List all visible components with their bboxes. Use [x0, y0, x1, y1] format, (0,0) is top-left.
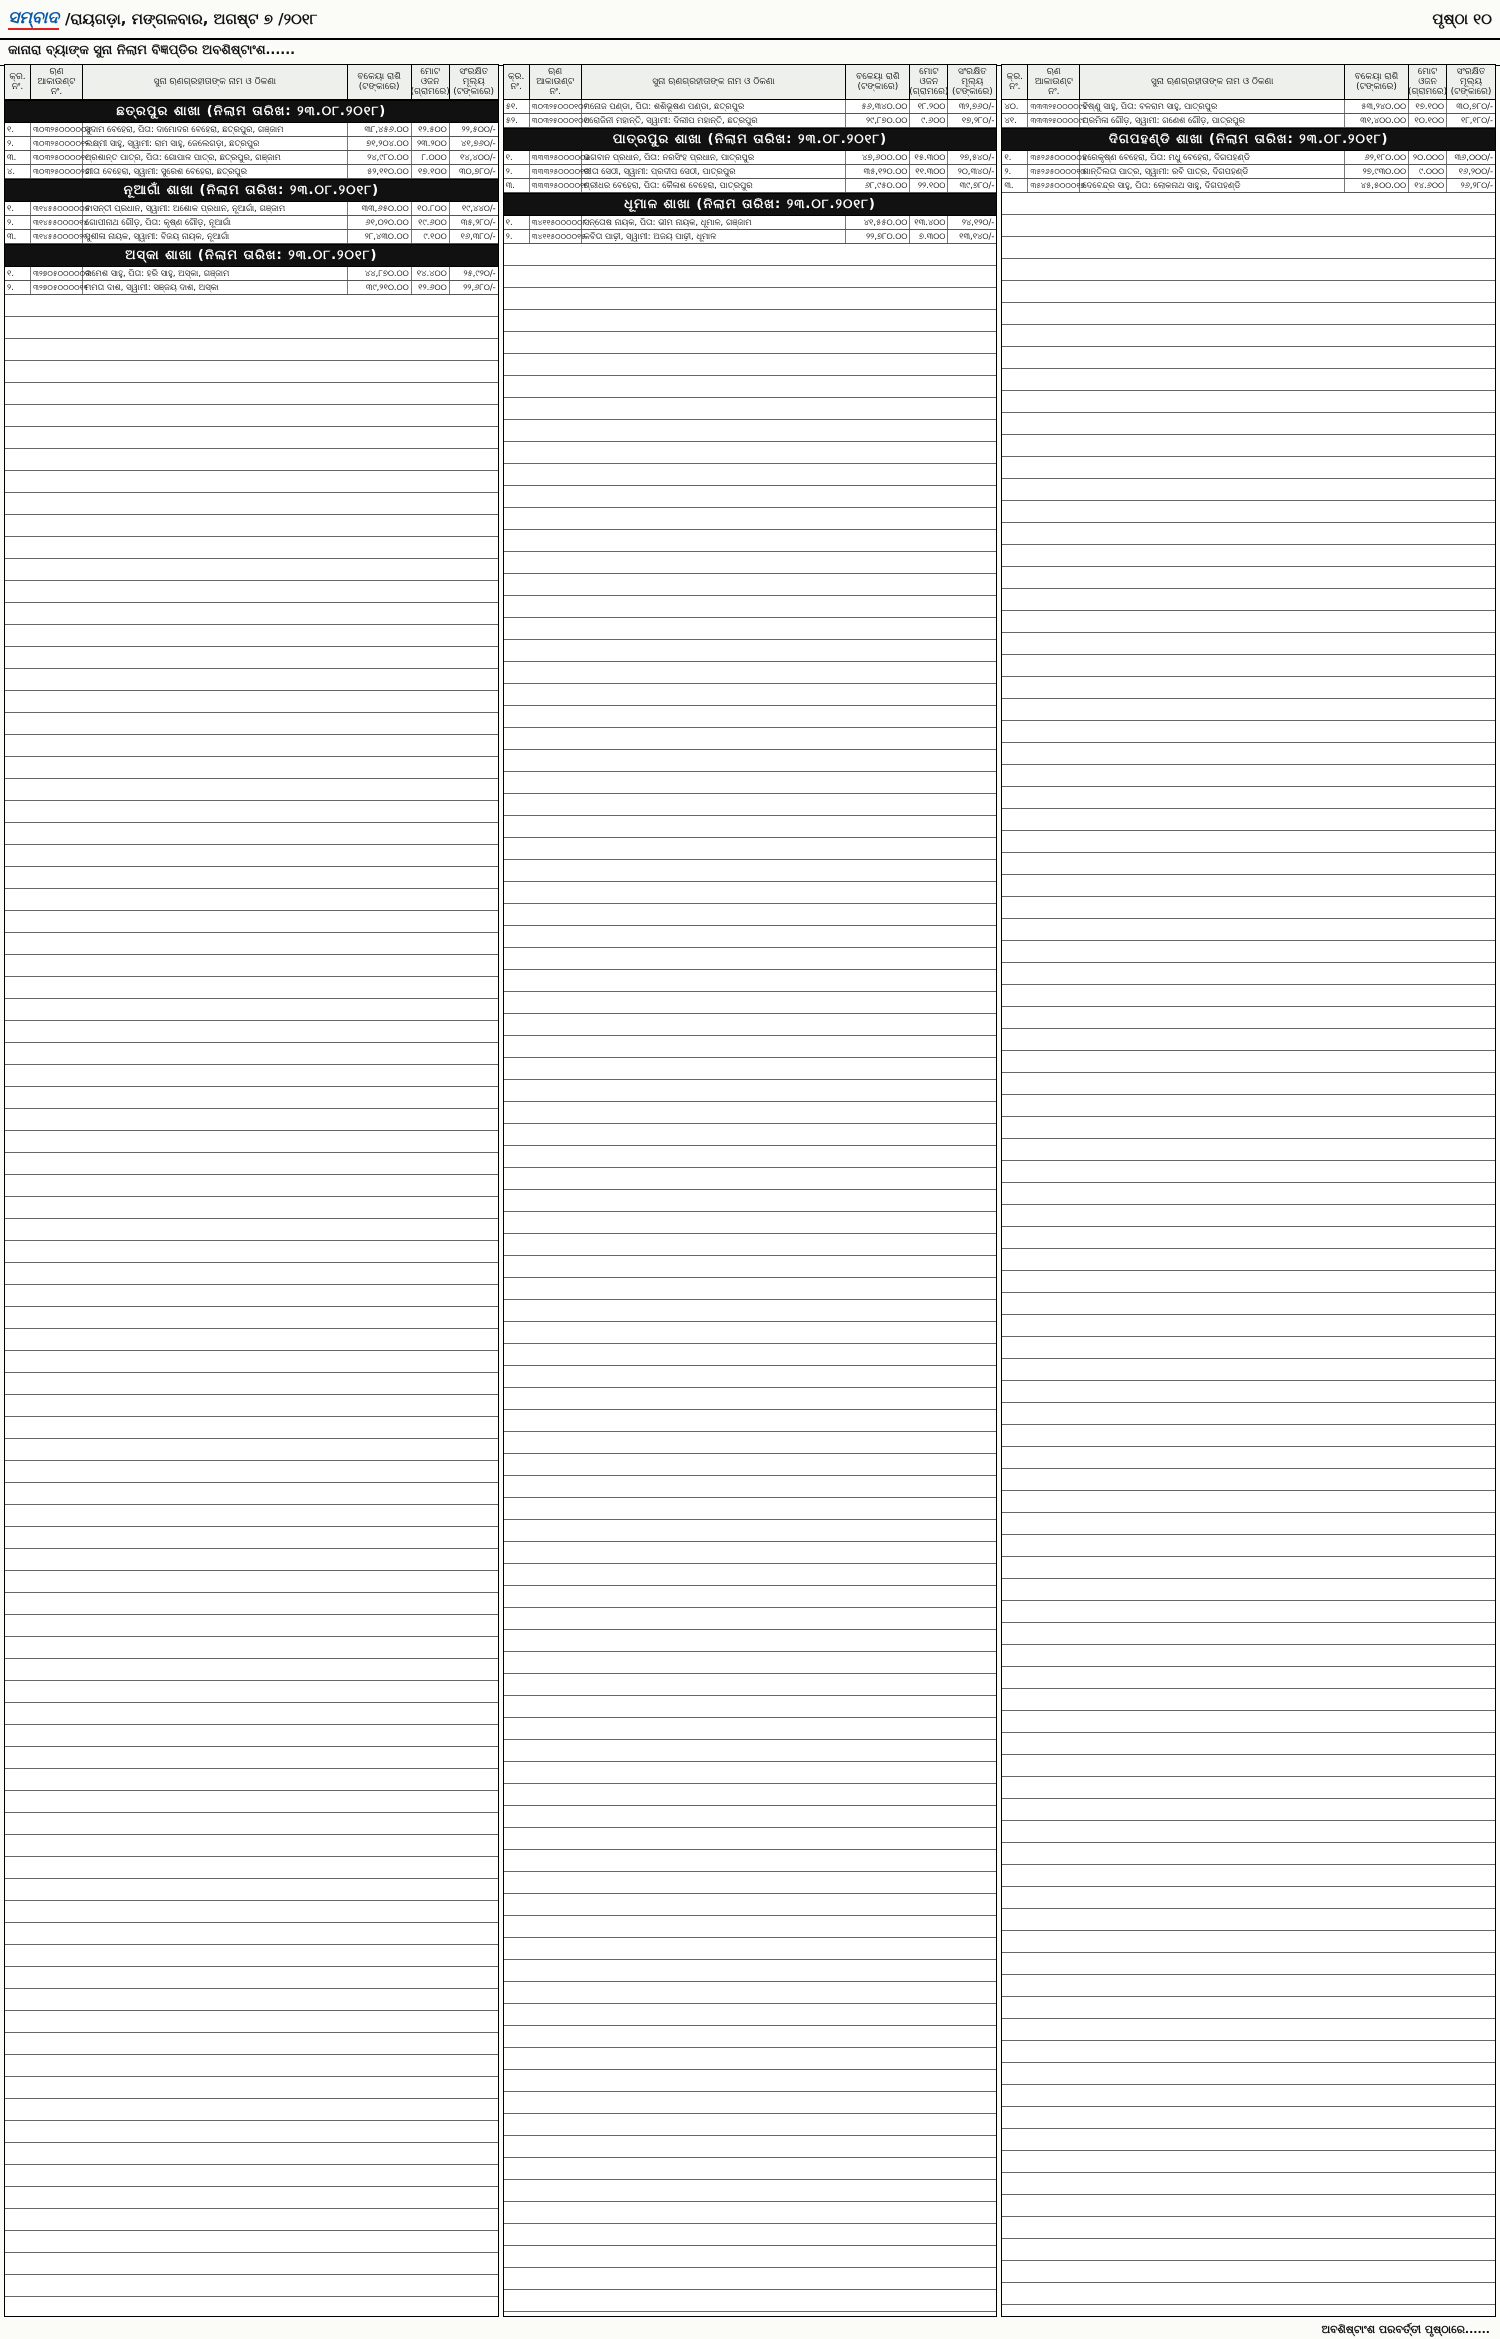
serial-no: ୩.	[504, 179, 530, 192]
column-header	[1002, 65, 1495, 100]
borrower-name-address: ରୀତା ସେଠୀ, ସ୍ୱାମୀ: ପ୍ରଦୀପ ସେଠୀ, ପାତ୍ରପୁର	[582, 165, 847, 178]
header-outstanding: ବକେୟା ରାଶି (ଟଙ୍କାରେ)	[1345, 65, 1409, 99]
gross-weight: ୧୨.୬୦୦	[412, 281, 450, 294]
reserve-price: ୩୬,୦୦୦/-	[1454, 152, 1494, 162]
account-no: ୩୧୪୫୫୦୦୦୦୦୭	[33, 204, 90, 213]
outstanding-amount: ୪୫,୫୦୦.୦୦	[1345, 179, 1409, 192]
borrower-name-address: ବାସନ୍ତୀ ପ୍ରଧାନ, ସ୍ୱାମୀ: ଅଶୋକ ପ୍ରଧାନ, ନୂଆଗାଁ, ଗଞ୍ଜାମ	[83, 202, 348, 215]
reserve-price: ୨୪,୧୨୦/-	[961, 217, 995, 227]
branch-heading: ଧୂମାଳ ଶାଖା (ନିଲାମ ତାରିଖ: ୨୩.୦୮.୨୦୧୮)	[504, 193, 997, 216]
table-row	[504, 230, 997, 244]
table-row	[1002, 179, 1495, 193]
outstanding-amount: ୫୬,୩୪୦.୦୦	[846, 100, 910, 113]
reserve-price: ୨୨,୬୮୦/-	[463, 282, 496, 292]
account-no: ୩୦୩୨୫୦୦୦୦୧୨	[33, 139, 89, 148]
borrower-name-address: ଭଗବାନ ପ୍ରଧାନ, ପିତା: ନରସିଂହ ପ୍ରଧାନ, ପାତ୍ରପୁର	[582, 151, 847, 164]
borrower-name-address: ଶ୍ରୀଧର ବେହେରା, ପିତା: କୈଳାଶ ବେହେରା, ପାତ୍ରପୁର	[582, 179, 847, 192]
account-no: ୩୧୪୫୫୦୦୦୦୨୧	[33, 232, 87, 241]
outstanding-amount: ୨୪,୯୮୦.୦୦	[348, 151, 412, 164]
account-no: ୩୫୨୬୫୦୦୦୦୦୪	[1030, 153, 1087, 162]
account-no: ୩୨୭୦୫୦୦୦୦୦୩	[33, 269, 92, 278]
account-no: ୩୪୧୧୫୦୦୦୦୦୮	[531, 218, 587, 227]
table-row	[5, 230, 498, 244]
reserve-price: ୧୮,୧୮୦/-	[1460, 115, 1494, 125]
outstanding-amount: ୬୮,୯୫୦.୦୦	[846, 179, 910, 192]
gross-weight: ୯.୧୦୦	[412, 230, 450, 243]
gross-weight: ୧୩.୪୦୦	[910, 216, 948, 229]
outstanding-amount: ୪୪,୮୭୦.୦୦	[348, 267, 412, 280]
borrower-name-address: ଶାନ୍ତିଲତା ପାତ୍ର, ସ୍ୱାମୀ: ରବି ପାତ୍ର, ଦିଗପହଣ୍ଡି	[1080, 165, 1345, 178]
branch-heading: ଦିଗପହଣ୍ଡି ଶାଖା (ନିଲାମ ତାରିଖ: ୨୩.୦୮.୨୦୧୮)	[1002, 128, 1495, 151]
header-serial: କ୍ର. ନଂ.	[5, 65, 31, 99]
account-no: ୩୦୩୨୫୦୦୦୦୧୯	[33, 153, 89, 162]
borrower-name-address: ପ୍ରମିଳା ଗୌଡ଼, ସ୍ୱାମୀ: ଗଣେଶ ଗୌଡ଼, ପାତ୍ରପୁର	[1080, 114, 1345, 127]
serial-no: ୨.	[5, 281, 31, 294]
gross-weight: ୧୧.୩୦୦	[910, 165, 948, 178]
header-outstanding: ବକେୟା ରାଶି (ଟଙ୍କାରେ)	[348, 65, 412, 99]
reserve-price: ୩୨,୭୬୦/-	[958, 101, 995, 111]
listing-continuation	[5, 295, 498, 2316]
account-no: ୩୩୩୨୫୦୦୦୦୧୩	[531, 167, 591, 176]
sections	[5, 100, 498, 295]
borrower-name-address: ରମେଶ ସାହୁ, ପିତା: ହରି ସାହୁ, ଅସ୍କା, ଗଞ୍ଜାମ	[83, 267, 348, 280]
borrower-name-address: ସରୋଜିନୀ ମହାନ୍ତି, ସ୍ୱାମୀ: ଦିଲୀପ ମହାନ୍ତି, ଛତ୍ରପୁର	[582, 114, 847, 127]
header-weight: ମୋଟ ଓଜନ (ଗ୍ରାମରେ)	[909, 67, 949, 97]
gross-weight: ୮.୦୦୦	[412, 151, 450, 164]
table-row	[504, 151, 997, 165]
outstanding-amount: ୨୭,୯୩୦.୦୦	[1345, 165, 1409, 178]
borrower-name-address: ମମତା ଦାଶ, ସ୍ୱାମୀ: ସଞ୍ଜୟ ଦାଶ, ଅସ୍କା	[83, 281, 348, 294]
reserve-price: ୧୭,୨୮୦/-	[961, 115, 995, 125]
header-weight: ମୋଟ ଓଜନ (ଗ୍ରାମରେ)	[410, 67, 450, 97]
masthead	[0, 0, 1500, 40]
outstanding-amount: ୫୨,୧୧୦.୦୦	[348, 165, 412, 178]
serial-no: ୧.	[5, 123, 31, 136]
listing-continuation	[1002, 193, 1495, 2316]
dateline: /ରାୟଗଡ଼ା, ମଙ୍ଗଳବାର, ଅଗଷ୍ଟ ୭ /୨୦୧୮	[64, 10, 318, 28]
account-no: ୩୦୩୨୫୦୦୦୦୦୪	[33, 125, 92, 134]
branch-heading: ନୂଆଗାଁ ଶାଖା (ନିଲାମ ତାରିଖ: ୨୩.୦୮.୨୦୧୮)	[5, 179, 498, 202]
gross-weight: ୧୭.୧୦୦	[1409, 100, 1447, 113]
continued-note: ଅବଶିଷ୍ଟାଂଶ ପରବର୍ତ୍ତୀ ପୃଷ୍ଠାରେ......	[1321, 2323, 1490, 2336]
reserve-price: ୪୧,୭୬୦/-	[460, 138, 496, 148]
header-name: ସୁନା ଋଣଗ୍ରହୀତାଙ୍କ ନାମ ଓ ଠିକଣା	[83, 65, 348, 99]
reserve-price: ୩୯,୭୮୦/-	[959, 180, 995, 190]
reserve-price: ୧୪,୪୦୦/-	[459, 152, 496, 162]
table-row	[504, 100, 997, 114]
outstanding-amount: ୩୯,୨୧୦.୦୦	[348, 281, 412, 294]
serial-no: ୧.	[1002, 151, 1028, 164]
outstanding-amount: ୨୮,୪୩୦.୦୦	[348, 230, 412, 243]
gross-weight: ୨୦.୦୦୦	[1409, 151, 1447, 164]
serial-no: ୩.	[5, 230, 31, 243]
table-row	[1002, 114, 1495, 128]
outstanding-amount: ୨୨,୭୮୦.୦୦	[846, 230, 910, 243]
serial-no: ୨.	[504, 165, 530, 178]
borrower-name-address: ହରେକୃଷ୍ଣ ବେହେରା, ପିତା: ମଧୁ ବେହେରା, ଦିଗପହଣ୍ଡି	[1080, 151, 1345, 164]
borrower-name-address: ମନୋଜ ପଣ୍ଡା, ପିତା: ଶଶିଭୂଷଣ ପଣ୍ଡା, ଛତ୍ରପୁର	[582, 100, 847, 113]
account-no: ୩୩୩୨୫୦୦୦୦୯୪	[1030, 102, 1088, 111]
reserve-price: ୩୦,୭୮୦/-	[1456, 101, 1494, 111]
serial-no: ୪.	[5, 165, 31, 178]
serial-no: ୧.	[504, 151, 530, 164]
gross-weight: ୯.୦୦୦	[1409, 165, 1447, 178]
listing-continuation	[504, 244, 997, 2316]
gross-weight: ୨୩.୨୦୦	[412, 137, 450, 150]
page-number: ପୃଷ୍ଠା ୧୦	[1432, 10, 1492, 28]
serial-no: ୩.	[1002, 179, 1028, 192]
borrower-name-address: ସନ୍ତୋଷ ନାୟକ, ପିତା: ଭୀମ ନାୟକ, ଧୂମାଳ, ଗଞ୍ଜାମ	[582, 216, 847, 229]
gross-weight: ୧୮.୨୦୦	[910, 100, 948, 113]
reserve-price: ୧୬,୩୮୦/-	[460, 231, 496, 241]
serial-no: ୨.	[5, 216, 31, 229]
account-no: ୩୦୩୨୫୦୦୦୦୨୬	[33, 167, 90, 176]
account-no: ୩୩୩୨୫୦୦୦୦୧୮	[531, 181, 589, 190]
table-row	[504, 165, 997, 179]
header-name: ସୁନା ଋଣଗ୍ରହୀତାଙ୍କ ନାମ ଓ ଠିକଣା	[582, 65, 847, 99]
serial-no: ୧.	[5, 267, 31, 280]
table-row	[504, 216, 997, 230]
outstanding-amount: ୬୧,୦୨୦.୦୦	[348, 216, 412, 229]
serial-no: ୧.	[5, 202, 31, 215]
borrower-name-address: ବିଷ୍ଣୁ ସାହୁ, ପିତା: ବଳରାମ ସାହୁ, ପାତ୍ରପୁର	[1080, 100, 1345, 113]
table-row	[504, 179, 997, 193]
newspaper-logo: ସମ୍ବାଦ	[8, 8, 59, 28]
gross-weight: ୧୭.୧୦୦	[412, 165, 450, 178]
sections	[504, 100, 997, 244]
account-no: ୩୨୭୦୫୦୦୦୦୧୧	[33, 283, 88, 292]
branch-heading: ଛତ୍ରପୁର ଶାଖା (ନିଲାମ ତାରିଖ: ୨୩.୦୮.୨୦୧୮)	[5, 100, 498, 123]
account-no: ୩୦୩୨୫୦୦୦୧୦୯	[531, 116, 588, 125]
serial-no: ୧.	[504, 216, 530, 229]
account-no: ୩୫୨୬୫୦୦୦୦୧୭	[1030, 181, 1085, 190]
outstanding-amount: ୩୩,୬୫୦.୦୦	[348, 202, 412, 215]
header-reserve: ସଂରକ୍ଷିତ ମୂଲ୍ୟ (ଟଙ୍କାରେ)	[951, 67, 993, 97]
serial-no: ୨.	[1002, 165, 1028, 178]
column-2	[503, 64, 998, 2317]
table-row	[5, 281, 498, 295]
reserve-price: ୨୬,୨୮୦/-	[1460, 180, 1494, 190]
header-account: ଋଣ ଆକାଉଣ୍ଟ ନଂ.	[31, 65, 83, 99]
reserve-price: ୨୭,୫୪୦/-	[959, 152, 995, 162]
reserve-price: ୧୯,୪୪୦/-	[461, 203, 496, 213]
borrower-name-address: ସୁଦାମ ବେହେରା, ପିତା: ଦାମୋଦର ବେହେରା, ଛତ୍ରପୁର, ଗଞ୍ଜାମ	[83, 123, 348, 136]
borrower-name-address: ଦେବେନ୍ଦ୍ର ସାହୁ, ପିତା: ଲୋକନାଥ ସାହୁ, ଦିଗପହଣ୍ଡି	[1080, 179, 1345, 192]
borrower-name-address: ଗୀତା ବେହେରା, ସ୍ୱାମୀ: ସୁରେଶ ବେହେରା, ଛତ୍ରପୁର	[83, 165, 348, 178]
notice-title: କାନାରା ବ୍ୟାଙ୍କ ସୁନା ନିଲାମ ବିଜ୍ଞପ୍ତିର ଅବଶିଷ୍ଟାଂଶ......	[0, 40, 1500, 66]
reserve-price: ୨୫,୯୨୦/-	[463, 268, 496, 278]
table-row	[504, 114, 997, 128]
gross-weight: ୧୪.୬୦୦	[1409, 179, 1447, 192]
gross-weight: ୧୨.୫୦୦	[412, 123, 450, 136]
gross-weight: ୧୫.୩୦୦	[910, 151, 948, 164]
gross-weight: ୭.୩୦୦	[910, 230, 948, 243]
table-row	[5, 165, 498, 179]
column-header	[504, 65, 997, 100]
serial-no: ୪୧.	[1002, 114, 1028, 127]
header-serial: କ୍ର. ନଂ.	[504, 65, 530, 99]
borrower-name-address: ସୁଶୀଳା ନାୟକ, ସ୍ୱାମୀ: ବିଜୟ ନାୟକ, ନୂଆଗାଁ	[83, 230, 348, 243]
header-account: ଋଣ ଆକାଉଣ୍ଟ ନଂ.	[530, 65, 582, 99]
sections	[1002, 100, 1495, 193]
gross-weight: ୯.୬୦୦	[910, 114, 948, 127]
table-row	[1002, 100, 1495, 114]
outstanding-amount: ୩୮,୪୫୬.୦୦	[348, 123, 412, 136]
header-account: ଋଣ ଆକାଉଣ୍ଟ ନଂ.	[1028, 65, 1080, 99]
masthead-title	[8, 8, 318, 30]
account-no: ୩୧୪୫୫୦୦୦୦୧୪	[33, 218, 89, 227]
gross-weight: ୨୨.୧୦୦	[910, 179, 948, 192]
gross-weight: ୧୦.୧୦୦	[1409, 114, 1447, 127]
table-row	[5, 202, 498, 216]
borrower-name-address: ଗୋପୀନାଥ ଗୌଡ଼, ପିତା: କୃଷ୍ଣ ଗୌଡ଼, ନୂଆଗାଁ	[83, 216, 348, 229]
serial-no: ୨.	[5, 137, 31, 150]
outstanding-amount: ୪୭,୬୦୦.୦୦	[846, 151, 910, 164]
account-no: ୩୦୩୨୫୦୦୦୧୦୨	[531, 102, 588, 111]
header-weight: ମୋଟ ଓଜନ (ଗ୍ରାମରେ)	[1407, 67, 1448, 97]
column-header	[5, 65, 498, 100]
table-row	[5, 151, 498, 165]
table-row	[5, 267, 498, 281]
auction-columns	[4, 64, 1496, 2317]
branch-heading: ଅସ୍କା ଶାଖା (ନିଲାମ ତାରିଖ: ୨୩.୦୮.୨୦୧୮)	[5, 244, 498, 267]
table-row	[5, 123, 498, 137]
branch-heading: ପାତ୍ରପୁର ଶାଖା (ନିଲାମ ତାରିଖ: ୨୩.୦୮.୨୦୧୮)	[504, 128, 997, 151]
outstanding-amount: ୩୧,୪୦୦.୦୦	[1345, 114, 1409, 127]
reserve-price: ୨୨,୫୦୦/-	[461, 124, 496, 134]
account-no: ୩୪୧୧୫୦୦୦୦୧୫	[531, 232, 586, 241]
reserve-price: ୧୬,୨୦୦/-	[1458, 166, 1494, 176]
account-no: ୩୩୩୨୫୦୦୦୦୦୫	[531, 153, 591, 162]
column-1	[4, 64, 499, 2317]
serial-no: ୫୧.	[504, 100, 530, 113]
outstanding-amount: ୩୫,୧୨୦.୦୦	[846, 165, 910, 178]
outstanding-amount: ୬୨,୧୮୦.୦୦	[1345, 151, 1409, 164]
serial-no: ୩.	[5, 151, 31, 164]
header-reserve: ସଂରକ୍ଷିତ ମୂଲ୍ୟ (ଟଙ୍କାରେ)	[453, 67, 495, 97]
outstanding-amount: ୪୧,୫୫୦.୦୦	[846, 216, 910, 229]
column-3	[1001, 64, 1496, 2317]
header-reserve: ସଂରକ୍ଷିତ ମୂଲ୍ୟ (ଟଙ୍କାରେ)	[1450, 67, 1492, 97]
serial-no: ୫୨.	[504, 114, 530, 127]
gross-weight: ୧୪.୪୦୦	[412, 267, 450, 280]
reserve-price: ୩୫,୨୮୦/-	[460, 217, 496, 227]
account-no: ୩୫୨୬୫୦୦୦୦୧୦	[1030, 167, 1086, 176]
header-outstanding: ବକେୟା ରାଶି (ଟଙ୍କାରେ)	[846, 65, 910, 99]
outstanding-amount: ୨୯,୮୭୦.୦୦	[846, 114, 910, 127]
account-no: ୩୩୩୨୫୦୦୦୦୯୮	[1030, 116, 1087, 125]
header-serial: କ୍ର. ନଂ.	[1002, 65, 1028, 99]
header-name: ସୁନା ଋଣଗ୍ରହୀତାଙ୍କ ନାମ ଓ ଠିକଣା	[1080, 65, 1345, 99]
serial-no: ୪୦.	[1002, 100, 1028, 113]
table-row	[1002, 165, 1495, 179]
reserve-price: ୧୩,୧୪୦/-	[959, 231, 995, 241]
table-row	[5, 137, 498, 151]
outstanding-amount: ୭୧,୨୦୪.୦୦	[348, 137, 412, 150]
gross-weight: ୧୦.୮୦୦	[412, 202, 450, 215]
reserve-price: ୩୦,୭୮୦/-	[458, 166, 496, 176]
table-row	[5, 216, 498, 230]
outstanding-amount: ୫୩,୨୪୦.୦୦	[1345, 100, 1409, 113]
table-row	[1002, 151, 1495, 165]
borrower-name-address: ଲକ୍ଷ୍ମୀ ସାହୁ, ସ୍ୱାମୀ: ରାମ ସାହୁ, ଜେଲେଗଡ଼ା, ଛତ୍ରପୁର	[83, 137, 348, 150]
reserve-price: ୨୦,୩୪୦/-	[957, 166, 995, 176]
borrower-name-address: ପ୍ରଶାନ୍ତ ପାତ୍ର, ପିତା: ଗୋପାଳ ପାତ୍ର, ଛତ୍ରପୁର, ଗଞ୍ଜାମ	[83, 151, 348, 164]
gross-weight: ୧୯.୬୦୦	[412, 216, 450, 229]
borrower-name-address: କବିତା ପାଢ଼ୀ, ସ୍ୱାମୀ: ଅଜୟ ପାଢ଼ୀ, ଧୂମାଳ	[582, 230, 847, 243]
serial-no: ୨.	[504, 230, 530, 243]
